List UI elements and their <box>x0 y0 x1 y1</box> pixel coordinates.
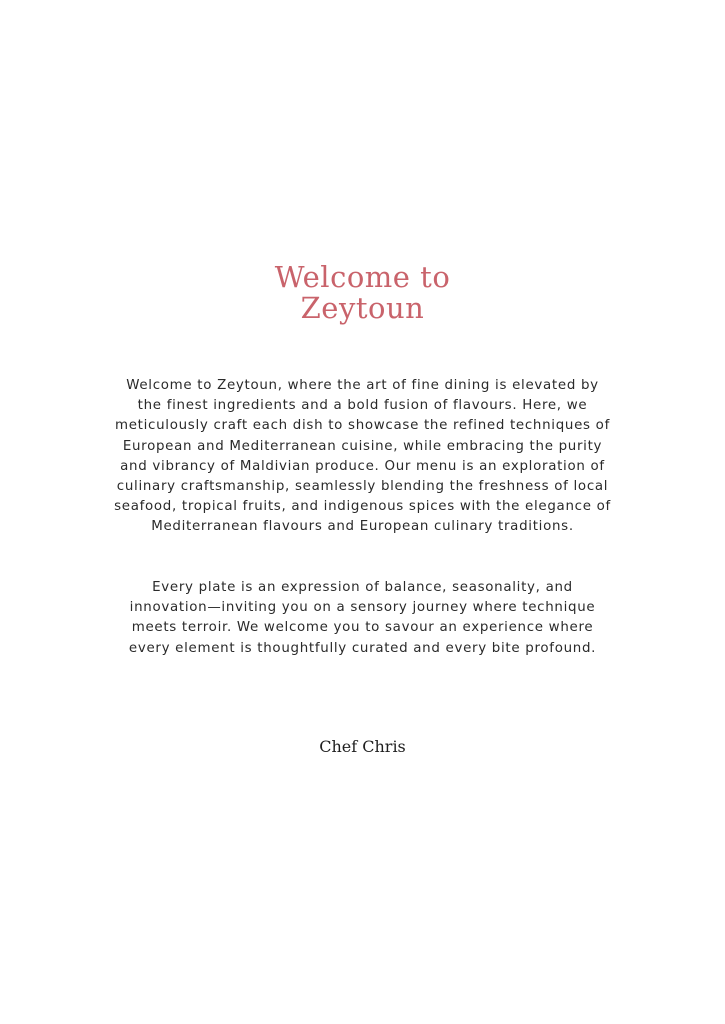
title-line-2: Zeytoun <box>300 291 425 325</box>
closing-paragraph: Every plate is an expression of balance, seasonality, and innovation—inviting you on a sensory journey where technique meets terroir. We welcome you to savour an experience where every element is thoughtfully curated and every bite profound. <box>128 580 597 656</box>
intro-paragraph: Welcome to Zeytoun, where the art of fine dining is elevated by the finest ingredients and a bold fusion of flavours. Here, we meticulously craft each dish to showcase the refined techniques of European and Mediterranean cuisine, while embracing the purity and vibrancy of Maldivian produce. Our menu is an exploration of culinary craftsmanship, seamlessly blending the freshness of local seafood, tropical fruits, and indigenous spices with the elegance of Mediterranean flavours and European culinary traditions. <box>114 378 611 535</box>
page-title <box>0 262 725 324</box>
chef-signature: Chef Chris <box>319 737 406 756</box>
title-line-1: Welcome to <box>274 260 451 294</box>
